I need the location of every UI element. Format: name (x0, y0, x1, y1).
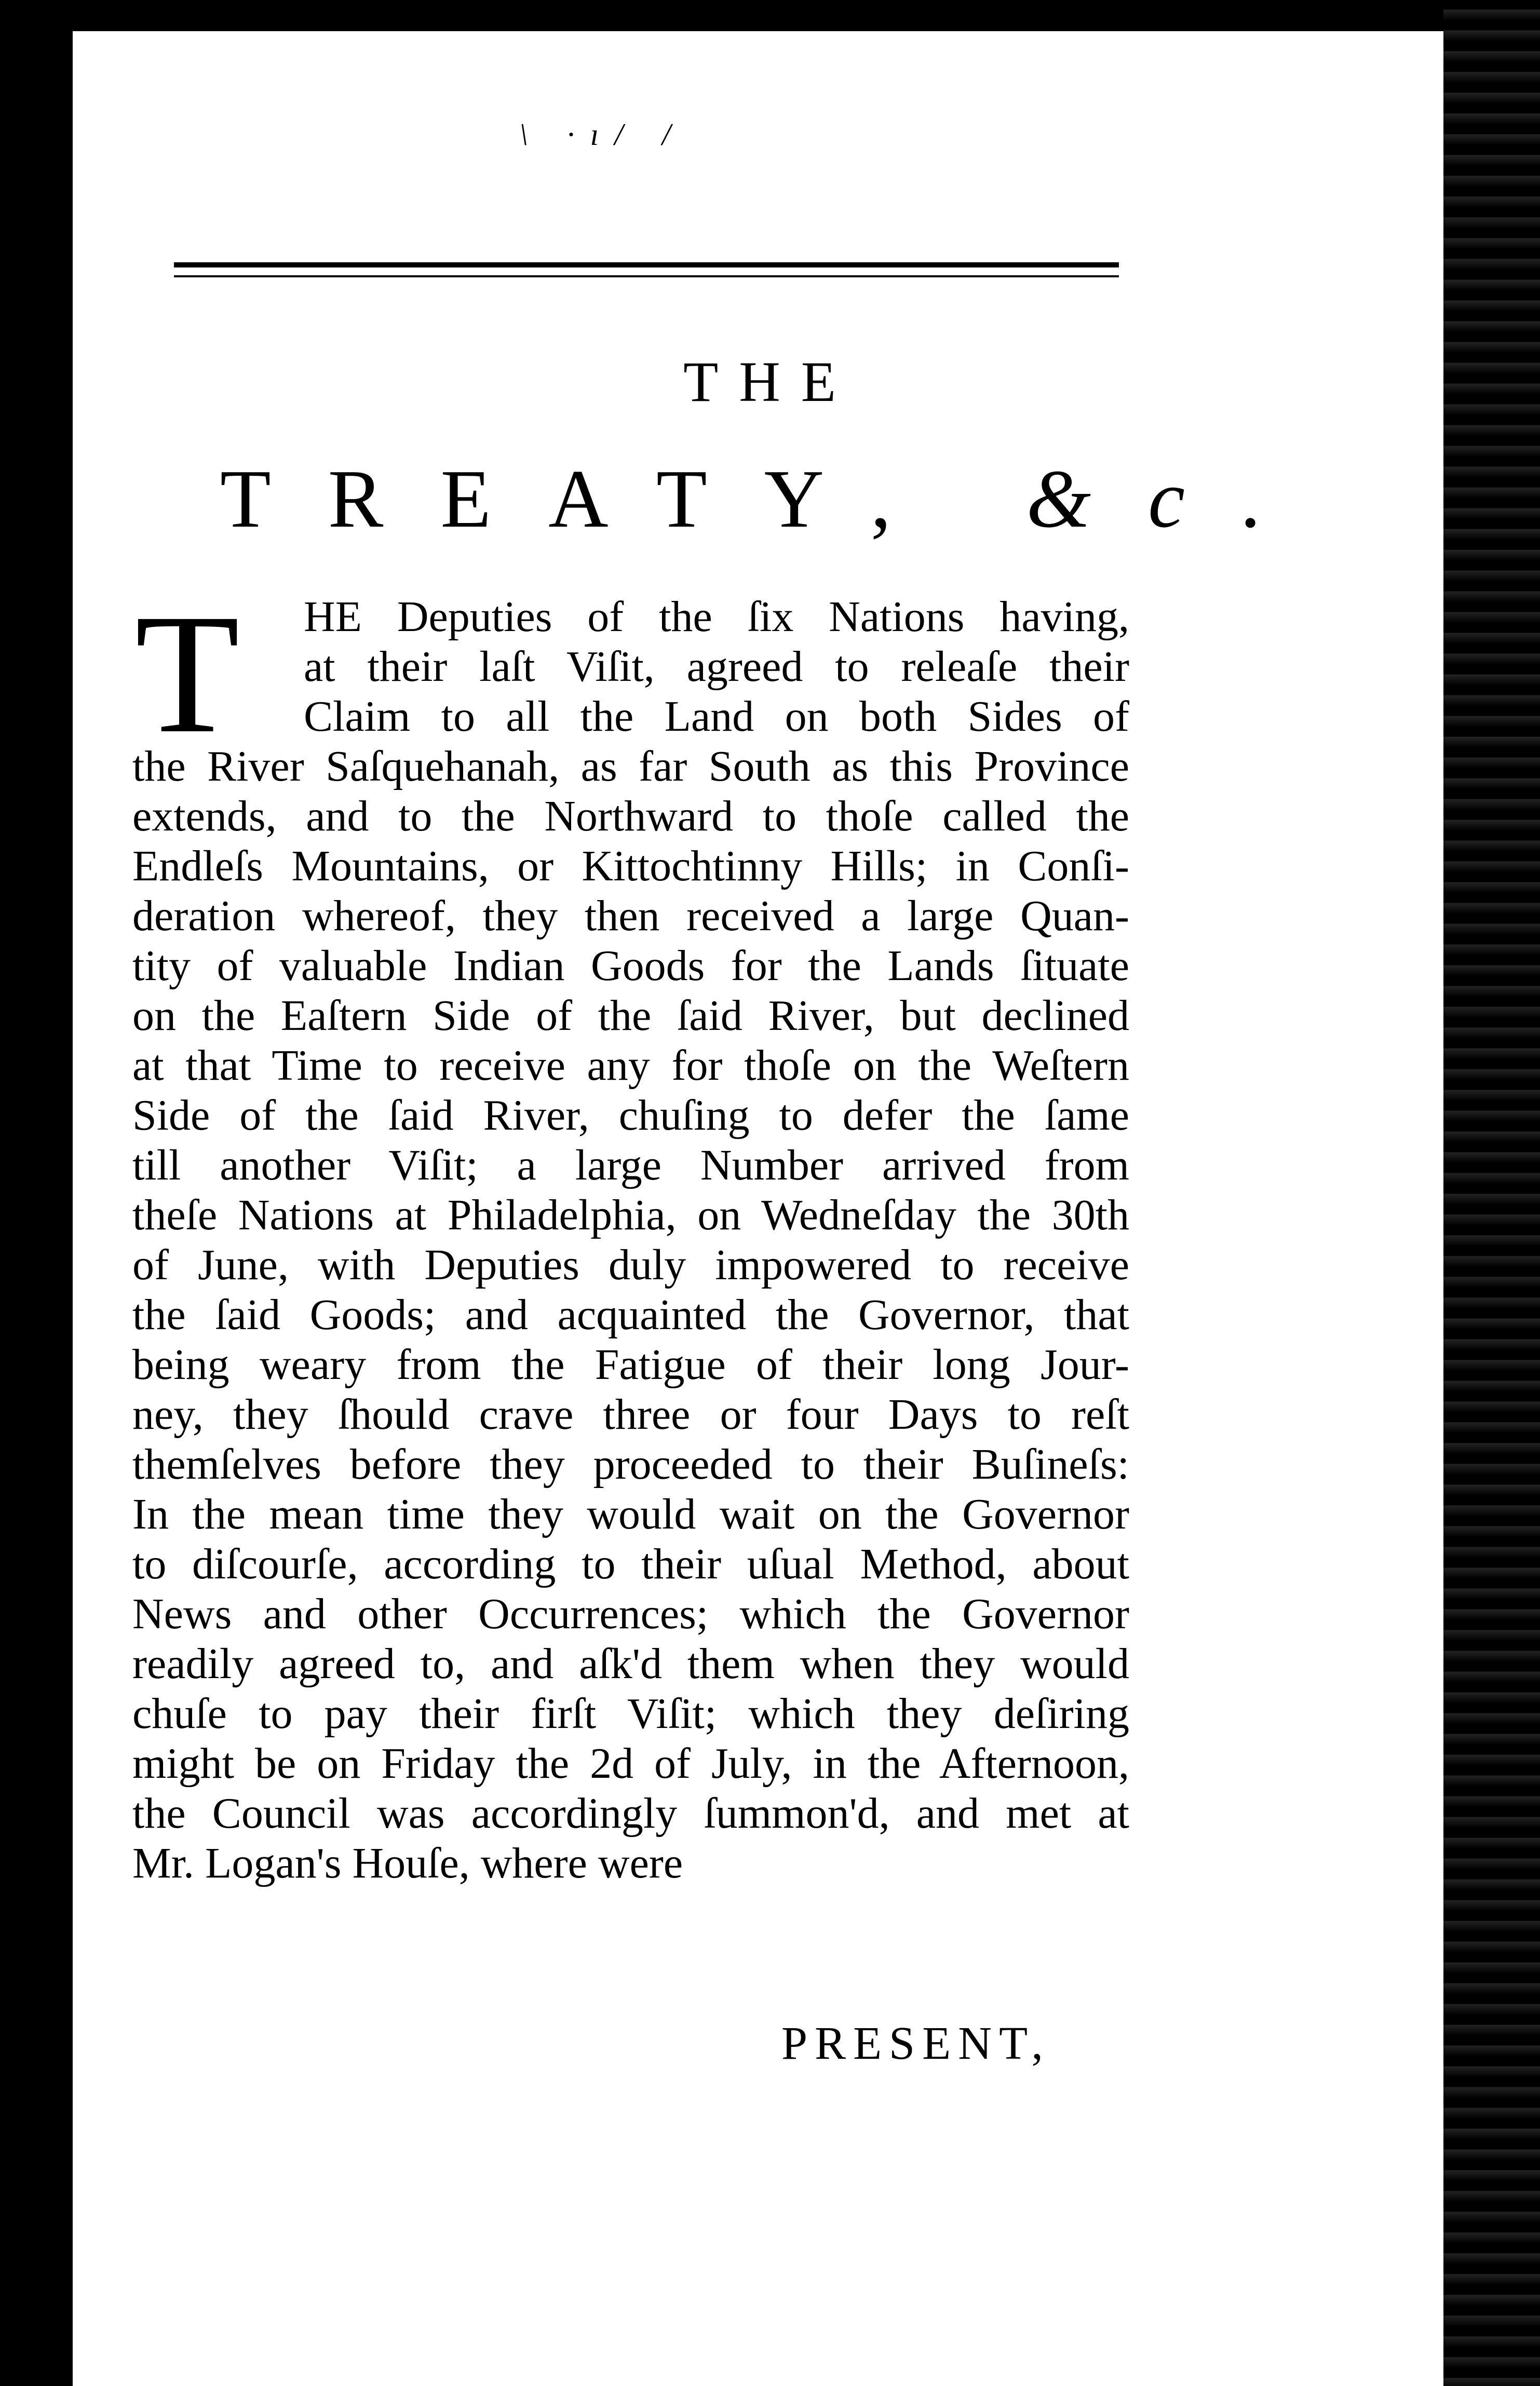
body-line: themſelves before they proceeded to their Buſineſs: (132, 1440, 1129, 1489)
body-line: News and other Occurrences; which the Governor (132, 1590, 1129, 1638)
body-line: at their laſt Viſit, agreed to releaſe their (304, 642, 1129, 691)
body-line: extends, and to the Northward to thoſe called the (132, 792, 1129, 840)
body-text (132, 579, 1129, 1888)
body-line: the Council was accordingly ſummon'd, and met at (132, 1789, 1129, 1838)
body-line: might be on Friday the 2d of July, in the Afternoon, (132, 1739, 1129, 1788)
body-line: the River Saſquehanah, as far South as this Province (132, 742, 1129, 790)
body-line: till another Viſit; a large Number arrived from (132, 1141, 1129, 1189)
body-line: readily agreed to, and aſk'd them when they would (132, 1640, 1129, 1688)
title-line-1: THE (683, 350, 857, 413)
body-line: deration whereof, they then received a large Quan- (132, 892, 1129, 940)
header-rule-thin (174, 275, 1119, 277)
body-line: In the mean time they would wait on the Governor (132, 1490, 1129, 1538)
body-line: the ſaid Goods; and acquainted the Governor, that (132, 1291, 1129, 1339)
body-line: Claim to all the Land on both Sides of (304, 692, 1129, 741)
catchword: PRESENT, (781, 2018, 1050, 2069)
header-marks: \ ·ı/ / (519, 117, 686, 152)
body-line: on the Eaſtern Side of the ſaid River, but declined (132, 991, 1129, 1040)
body-line: theſe Nations at Philadelphia, on Wedneſday the 30th (132, 1191, 1129, 1239)
body-line: tity of valuable Indian Goods for the Lands ſituate (132, 942, 1129, 990)
body-line: being weary from the Fatigue of their long Jour- (132, 1341, 1129, 1389)
title-line-2 (0, 452, 1540, 545)
header-rule-thick (174, 262, 1119, 267)
body-line: to diſcourſe, according to their uſual Method, about (132, 1540, 1129, 1588)
drop-cap: T (135, 579, 240, 769)
body-line: Side of the ſaid River, chuſing to defer the ſame (132, 1091, 1129, 1140)
body-line: chuſe to pay their firſt Viſit; which they deſiring (132, 1690, 1129, 1738)
body-line: at that Time to receive any for thoſe on the Weſtern (132, 1041, 1129, 1090)
title-suffix: &c. (1026, 452, 1320, 545)
body-line: of June, with Deputies duly impowered to receive (132, 1241, 1129, 1289)
title-main: TREATY, (220, 452, 949, 545)
body-line: HE Deputies of the ſix Nations having, (304, 593, 1129, 641)
body-line: Endleſs Mountains, or Kittochtinny Hills; in Conſi- (132, 842, 1129, 890)
body-line: Mr. Logan's Houſe, where were (132, 1839, 683, 1887)
body-line: ney, they ſhould crave three or four Days to reſt (132, 1390, 1129, 1439)
